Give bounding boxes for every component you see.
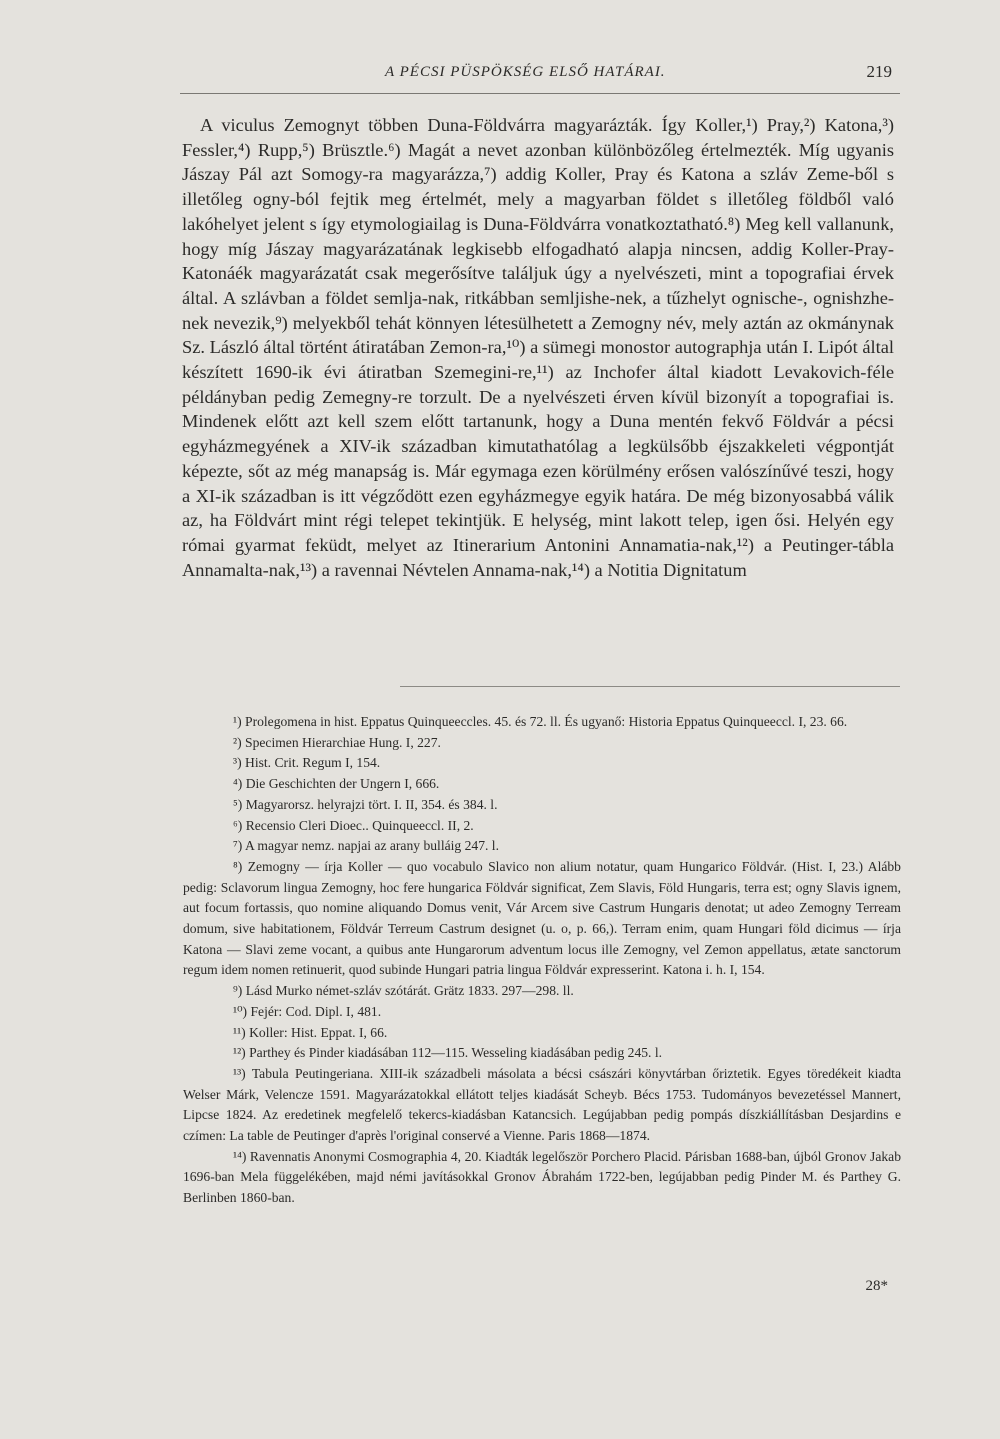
footnote — [183, 774, 901, 795]
footnote-text: Lásd Murko német-szláv szótárát. Grätz 1833. 297—298. ll. — [245, 983, 574, 999]
main-text — [182, 113, 894, 582]
footnote-mark: ¹¹) — [233, 1024, 246, 1040]
footnote-text: Zemogny — írja Koller — quo vocabulo Slavico non alium notatur, quam Hungarico Földvár. (Hist. I, 23.) Alább pedig: Sclavorum lingua Zemogny, hoc fere hungarica Földvár significat, Zem Slavis, Föld Hungaris, terra est; ogny Slavis ignem, aut focum fortassis, quo nomine aliquando Domus venit, Vár Arcem sive Castrum Hungaris denotat; ut adeo Zemogny Terream domum, sive habitationem, Földvár Terreum Castrum designet (u. o, p. 66,). Terram enim, quam Hungari föld dicimus — írja Katona — Slavi zeme vocant, a quibus ante Hungarorum adventum locus ille Zemogny, vel Zemon appellatus, ætate sanctorum regum idem nomen retinuerit, quod subinde Hungari patria lingua Földvár expresserint. Katona i. h. I, 154. — [183, 858, 901, 978]
signature-mark: 28* — [865, 1278, 888, 1294]
body-paragraph: A viculus Zemognyt többen Duna-Földvárra magyarázták. Így Koller,¹) Pray,²) Katona,³) Fessler,⁴) Rupp,⁵) Brüsztle.⁶) Magát a nevet azonban különbözőleg értelmezték. Míg ugyanis Jászay Pál azt Somogy-ra magyarázza,⁷) addig Koller, Pray és Katona a szláv Zeme-ből s illetőleg ogny-ból fejtik meg értelmét, mely a magyarban földet s illetőleg földből való lakóhelyet jelent s így etymologiailag is Duna-Földvárra vonatkoztatható.⁸) Meg kell vallanunk, hogy míg Jászay magyarázatának legkisebb elfogadható alapja nincsen, addig Koller-Pray-Katonáék magyarázatát csak megerősítve találjuk úgy a nyelvészeti, mint a topografiai érvek által. A szlávban a földet semlja-nak, ritkábban semljishe-nek, a tűzhelyt ognische-, ognishzhe-nek nevezik,⁹) melyekből tehát könnyen létesülhetett a Zemogny név, mely aztán az okmánynak Sz. László által történt átiratában Zemon-ra,¹⁰) a sümegi monostor autographja után I. Lipót által készített 1690-ik évi átiratban Szemegini-re,¹¹) az Inchofer által kiadott Levakovich-féle példányban pedig Zemegny-re torzult. De a nyelvészeti érven kívül bizonyít a topografiai is. Mindenek előtt azt kell szem előtt tartanunk, hogy a Duna mentén fekvő Földvár a pécsi egyházmegyének a XIV-ik században kimutathatólag a legkülsőbb éjszakkeleti végpontját képezte, sőt az még manapság is. Már egymaga ezen körülmény erősen valószínűvé teszi, hogy a XI-ik században is itt végződött ezen egyházmegye egyik határa. De még bizonyosabbá válik az, ha Földvárt mint régi telepet tekintjük. E helység, mint lakott telep, igen ősi. Helyén egy római gyarmat feküdt, melyet az Itinerarium Antonini Annamatia-nak,¹²) a Peutinger-tábla Annamalta-nak,¹³) a ravennai Névtelen Annama-nak,¹⁴) a Notitia Dignitatum — [182, 115, 894, 580]
footnote-text: Hist. Crit. Regum I, 154. — [245, 755, 381, 771]
footnote-text: Fejér: Cod. Dipl. I, 481. — [250, 1003, 382, 1019]
footnote — [183, 1064, 901, 1147]
footnote-text: Koller: Hist. Eppat. I, 66. — [249, 1024, 388, 1040]
footnote — [183, 795, 901, 816]
running-head: A PÉCSI PÜSPÖKSÉG ELSŐ HATÁRAI. — [385, 64, 666, 80]
footnote — [183, 836, 901, 857]
footnote-text: Die Geschichten der Ungern I, 666. — [245, 776, 440, 792]
footnote — [183, 733, 901, 754]
footnote-text: Ravennatis Anonymi Cosmographia 4, 20. Kiadták legelőször Porchero Placid. Párisban 1688-ban, újból Gronov Jakab 1696-ban Mela függelékében, majd némi javításokkal Gronov Ábrahám 1722-ben, legújabban pedig Pinder M. és Parthey G. Berlinben 1860-ban. — [183, 1148, 901, 1206]
footnote-mark: ¹) — [233, 714, 242, 729]
footnote-text: Parthey és Pinder kiadásában 112—115. Wesseling kiadásában pedig 245. l. — [249, 1045, 663, 1061]
footnote-text: A magyar nemz. napjai az arany bulláig 247. l. — [244, 838, 499, 854]
page-header — [180, 62, 900, 92]
footnote-text: Specimen Hierarchiae Hung. I, 227. — [245, 734, 441, 750]
footnote — [183, 712, 901, 733]
footnote-mark: ⁶) — [233, 817, 243, 833]
footnote — [183, 981, 901, 1002]
page-number: 219 — [866, 62, 892, 81]
footnote-rule — [400, 686, 900, 687]
footnote-mark: ²) — [233, 734, 242, 750]
footnote-mark: ⁴) — [233, 776, 243, 792]
footnote — [183, 1147, 901, 1209]
footnote-text: Recensio Cleri Dioec.. Quinqueeccl. II, 2. — [245, 817, 474, 833]
footnote-mark: ¹³) — [233, 1065, 246, 1081]
footnote-text: Tabula Peutingeriana. XIII-ik századbeli másolata a bécsi császári könyvtárban őriztetik. Egyes töredékeit kiadta Welser Márk, Velencze 1591. Magyarázatokkal ellátott teljes kiadását Scheyb. Bécs 1753. Tudományos bevezetéssel Mannert, Lipcse 1824. Az eredetinek megfelelő tekercs-kiadásban Katancsich. Legújabban pedig pompás díszkiállításban Desjardins e czímen: La table de Peutinger d'après l'original conservé a Vienne. Paris 1868—1874. — [183, 1065, 901, 1144]
footnote-mark: ¹²) — [233, 1045, 246, 1061]
footnote-mark: ¹⁴) — [233, 1148, 247, 1164]
footnote-text: Prolegomena in hist. Eppatus Quinqueeccles. 45. és 72. ll. És ugyanő: Historia Eppatus Quinqueeccl. I, 23. 66. — [245, 714, 848, 729]
footnote — [183, 753, 901, 774]
footnote — [183, 1002, 901, 1023]
footnote-mark: ¹⁰) — [233, 1003, 248, 1019]
header-rule — [180, 93, 900, 94]
footnote — [183, 857, 901, 981]
footnote-mark: ⁸) — [233, 858, 243, 874]
footnote-mark: ⁷) — [233, 838, 243, 854]
footnote-mark: ³) — [233, 755, 242, 771]
footnotes — [183, 712, 901, 1209]
footnote — [183, 1023, 901, 1044]
footnote — [183, 1043, 901, 1064]
footnote-text: Magyarorsz. helyrajzi tört. I. II, 354. és 384. l. — [245, 796, 498, 812]
footnote-mark: ⁵) — [233, 796, 243, 812]
footnote — [183, 816, 901, 837]
footnote-mark: ⁹) — [233, 983, 243, 999]
